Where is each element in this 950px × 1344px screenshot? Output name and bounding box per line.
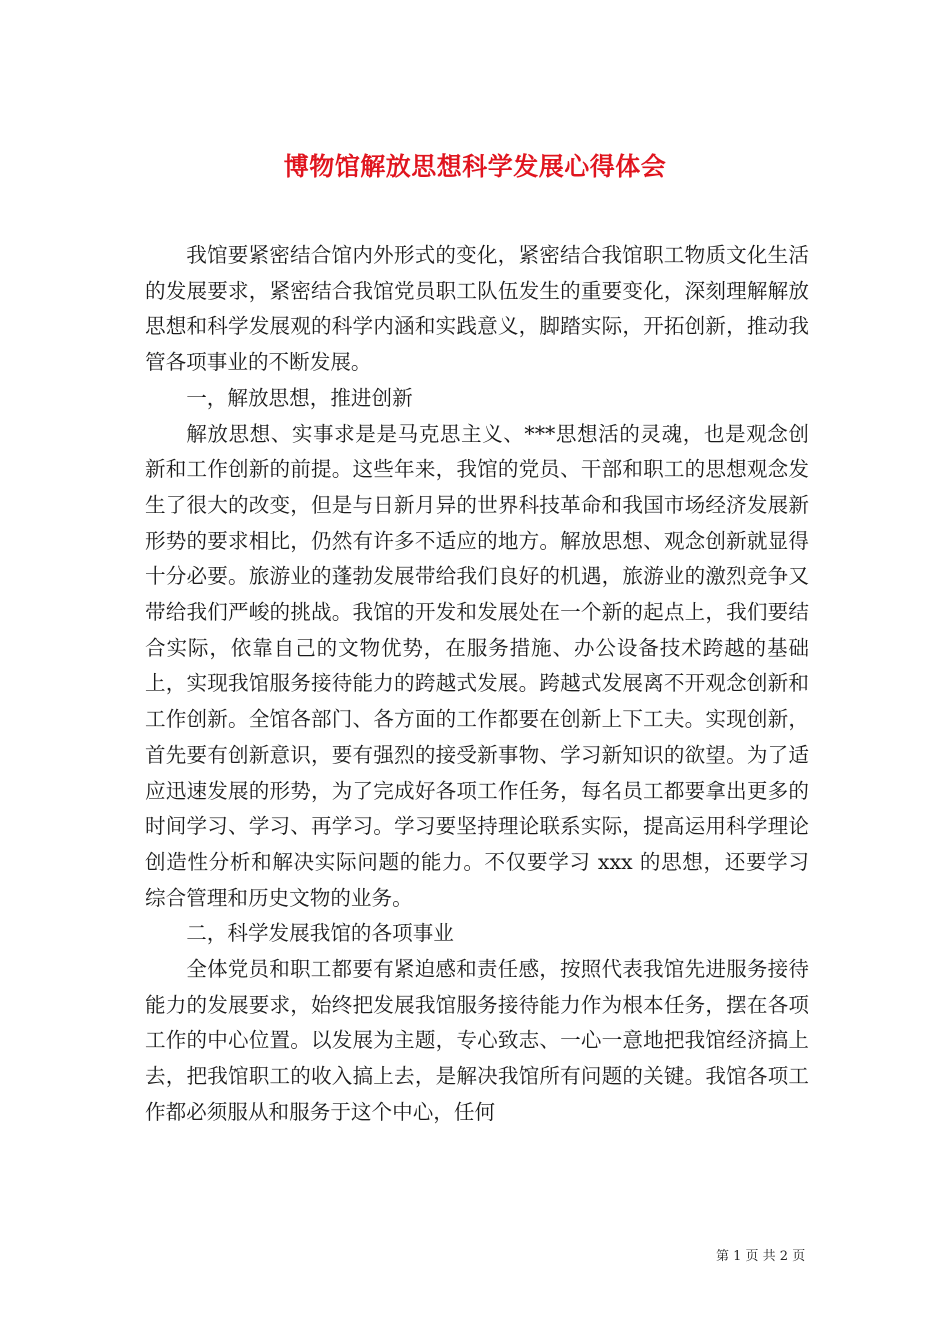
section-heading-2: 二，科学发展我馆的各项事业 [186,921,454,946]
paragraph-section-2: 全体党员和职工都要有紧迫感和责任感，按照代表我馆先进服务接待能力的发展要求，始终把发展我馆服务接待能力作为根本任务，摆在各项工作的中心位置。以发展为主题，专心致志、一心一意地把我馆经济搞上去，把我馆职工的收入搞上去，是解决我馆所有问题的关键。我馆各项工作都必须服从和服务于这个中心，任何 [145,957,809,1124]
section-heading-1: 一，解放思想，推进创新 [186,385,413,410]
page-number-footer: 第 1 页 共 2 页 [716,1249,806,1264]
page-title: 博物馆解放思想科学发展心得体会 [283,151,667,181]
paragraph-section-1: 解放思想、实事求是是马克思主义、***思想活的灵魂，也是观念创新和工作创新的前提。这些年来，我馆的党员、干部和职工的思想观念发生了很大的改变，但是与日新月异的世界科技革命和我国市场经济发展新形势的要求相比，仍然有许多不适应的地方。解放思想、观念创新就显得十分必要。旅游业的蓬勃发展带给我们良好的机遇，旅游业的激烈竞争又带给我们严峻的挑战。我馆的开发和发展处在一个新的起点上，我们要结合实际，依靠自己的文物优势，在服务措施、办公设备技术跨越的基础上，实现我馆服务接待能力的跨越式发展。跨越式发展离不开观念创新和工作创新。全馆各部门、各方面的工作都要在创新上下工夫。实现创新，首先要有创新意识，要有强烈的接受新事物、学习新知识的欲望。为了适应迅速发展的形势，为了完成好各项工作任务，每名员工都要拿出更多的时间学习、学习、再学习。学习要坚持理论联系实际，提高运用科学理论创造性分析和解决实际问题的能力。不仅要学习 xxx 的思想，还要学习综合管理和历史文物的业务。 [145,421,809,910]
document-body [145,238,809,1131]
paragraph-intro: 我馆要紧密结合馆内外形式的变化，紧密结合我馆职工物质文化生活的发展要求，紧密结合我馆党员职工队伍发生的重要变化，深刻理解解放思想和科学发展观的科学内涵和实践意义，脚踏实际，开拓创新，推动我管各项事业的不断发展。 [145,243,809,375]
